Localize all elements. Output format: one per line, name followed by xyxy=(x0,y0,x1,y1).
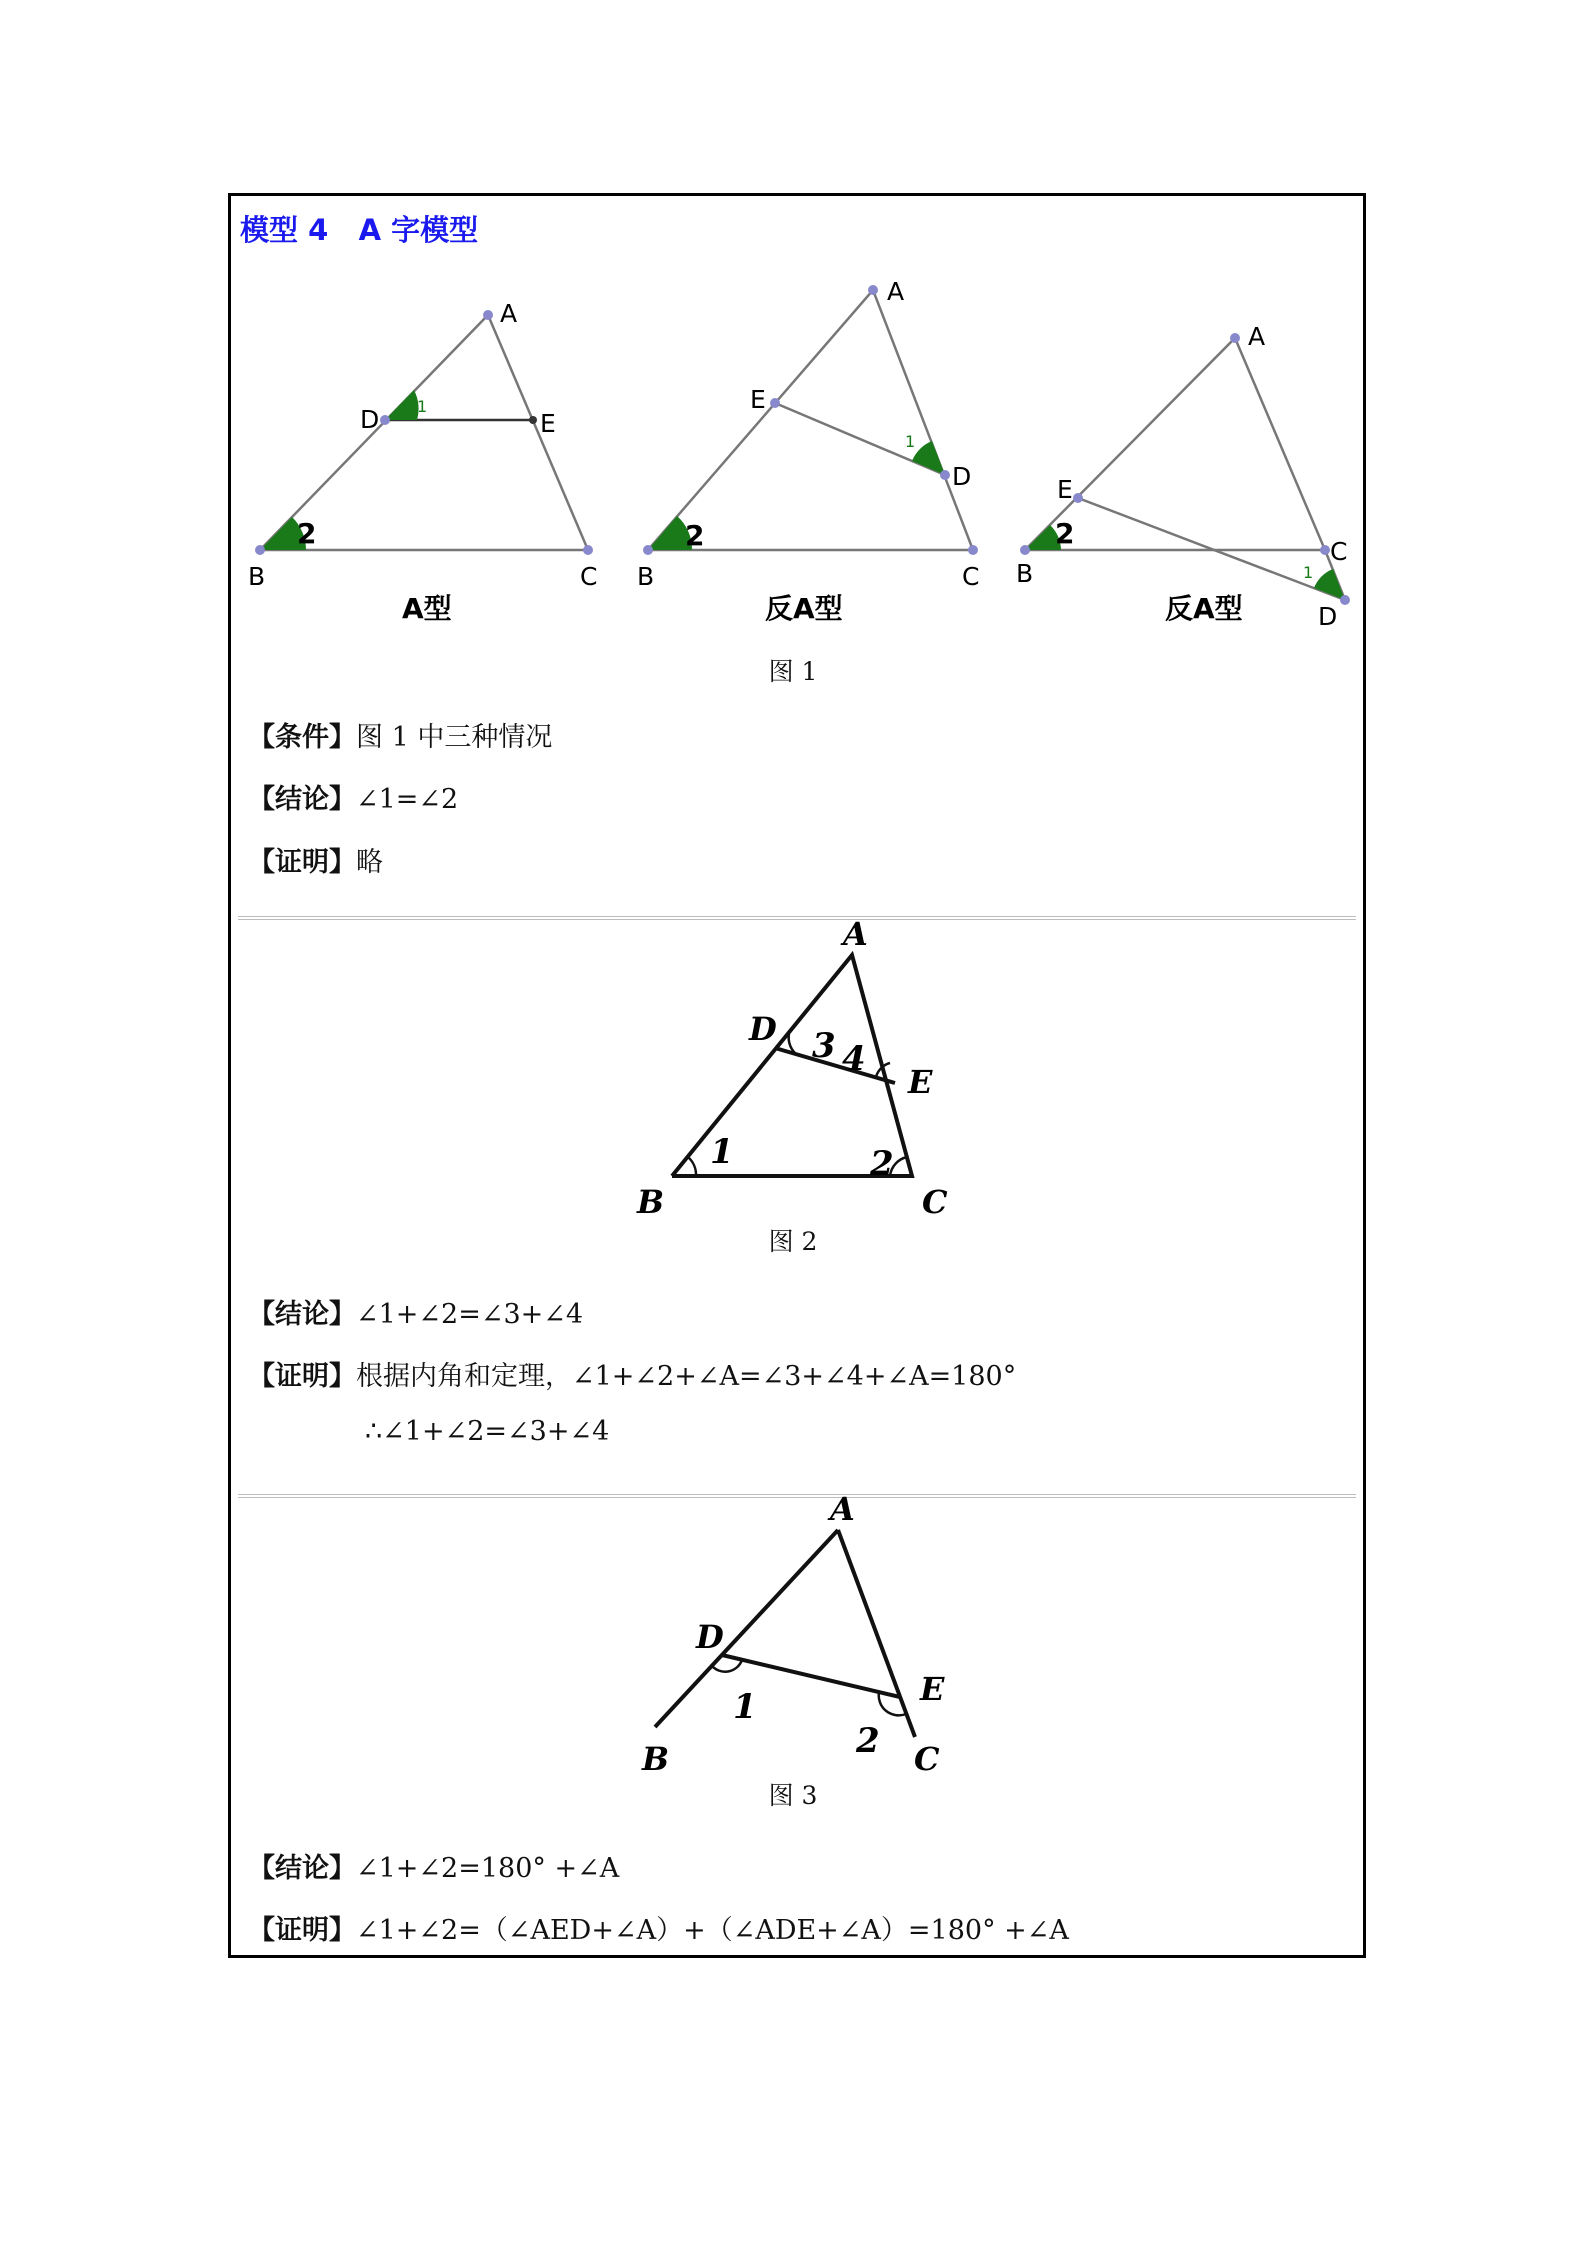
angle-1-label: 1 xyxy=(417,397,428,416)
conclusion-line-3 xyxy=(248,1846,619,1885)
figure-1-caption: 图 1 xyxy=(768,657,818,686)
label-B: B xyxy=(248,562,266,591)
angle-2-label: 2 xyxy=(1055,517,1075,550)
proof-text: 根据内角和定理，∠1+∠2+∠A=∠3+∠4+∠A=180° xyxy=(356,1361,1017,1392)
figure-2-caption: 图 2 xyxy=(768,1227,818,1256)
label-E: E xyxy=(540,409,556,438)
proof-tag: 【证明】 xyxy=(248,847,356,878)
proof-tag: 【证明】 xyxy=(248,1915,356,1946)
label-A: A xyxy=(843,915,868,953)
angle-2-label: 2 xyxy=(856,1721,880,1761)
label-E: E xyxy=(750,385,766,414)
figure-3-caption: 图 3 xyxy=(768,1781,818,1810)
angle-1-label: 1 xyxy=(710,1132,734,1172)
angle-2-label: 2 xyxy=(870,1144,894,1184)
proof-tag: 【证明】 xyxy=(248,1361,356,1392)
label-E: E xyxy=(908,1063,933,1101)
conclusion-text: ∠1+∠2=180° +∠A xyxy=(356,1853,620,1884)
label-D: D xyxy=(1318,602,1338,631)
therefore-line: ∴∠1+∠2=∠3+∠4 xyxy=(365,1416,610,1447)
conclusion-tag: 【结论】 xyxy=(248,1853,356,1884)
label-C: C xyxy=(580,562,598,591)
angle-4-label: 4 xyxy=(842,1039,866,1079)
section-title: 模型 4 A 字模型 xyxy=(240,213,479,247)
label-E: E xyxy=(1057,475,1073,504)
panel-label: 反A型 xyxy=(765,592,843,625)
condition-text: 图 1 中三种情况 xyxy=(356,722,553,753)
label-B: B xyxy=(1016,559,1034,588)
panel-label: A型 xyxy=(402,592,452,625)
label-D: D xyxy=(696,1618,724,1656)
label-C: C xyxy=(914,1740,940,1778)
proof-text: 略 xyxy=(356,847,383,878)
conclusion-text: ∠1+∠2=∠3+∠4 xyxy=(356,1299,584,1330)
angle-1-label: 1 xyxy=(1303,563,1314,582)
label-A: A xyxy=(500,299,518,328)
angle-2-label: 2 xyxy=(685,519,705,552)
label-A: A xyxy=(830,1490,855,1528)
label-C: C xyxy=(1330,537,1348,566)
angle-3-label: 3 xyxy=(812,1026,836,1066)
label-A: A xyxy=(1248,322,1266,351)
panel-label: 反A型 xyxy=(1165,592,1243,625)
label-B: B xyxy=(642,1740,670,1778)
condition-tag: 【条件】 xyxy=(248,722,356,753)
angle-1-label: 1 xyxy=(733,1687,757,1727)
conclusion-tag: 【结论】 xyxy=(248,784,356,815)
angle-2-label: 2 xyxy=(297,517,317,550)
conclusion-tag: 【结论】 xyxy=(248,1299,356,1330)
label-B: B xyxy=(637,1183,665,1221)
conclusion-text: ∠1=∠2 xyxy=(356,784,459,815)
angle-1-label: 1 xyxy=(905,432,916,451)
label-D: D xyxy=(749,1010,777,1048)
label-B: B xyxy=(637,562,655,591)
label-D: D xyxy=(952,462,972,491)
label-D: D xyxy=(360,405,380,434)
label-C: C xyxy=(962,562,980,591)
proof-text: ∠1+∠2=（∠AED+∠A）+（∠ADE+∠A）=180° +∠A xyxy=(356,1915,1069,1946)
label-E: E xyxy=(920,1670,945,1708)
label-A: A xyxy=(887,277,905,306)
proof-line-3 xyxy=(248,1908,1069,1947)
label-C: C xyxy=(922,1183,948,1221)
